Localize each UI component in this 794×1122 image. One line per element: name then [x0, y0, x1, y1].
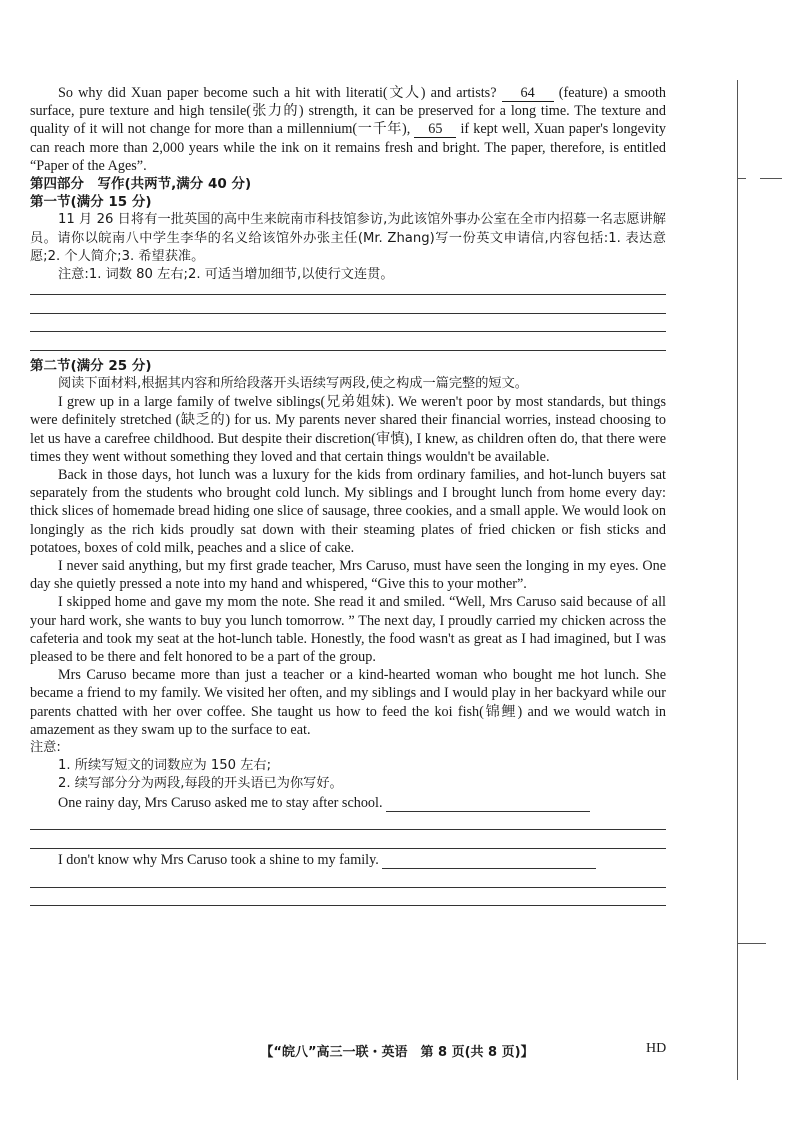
answer-line[interactable]: [382, 854, 596, 869]
answer-line[interactable]: [30, 888, 666, 907]
section1-answer-lines[interactable]: [30, 284, 666, 351]
answer-line[interactable]: [386, 797, 590, 812]
footer-code: HD: [646, 1041, 667, 1056]
continuation-starter-1: [30, 794, 666, 812]
answer-line[interactable]: [30, 869, 666, 888]
answer-line[interactable]: [30, 332, 666, 351]
story-paragraph: I skipped home and gave my mom the note. She read it and smiled. “Well, Mrs Caruso said because of all your hard work, she wants to buy you lunch tomorrow. ” The next day, I proudly carried my chicken across the cafeteria and took my seat at the hot-lunch table. Honestly, the food wasn't as great as I had imagined, but I was pleased to be there and felt honored to be a part of the group.: [30, 594, 666, 665]
margin-tick: [760, 178, 782, 179]
page-footer: [0, 1041, 794, 1061]
margin-tick: [738, 943, 766, 944]
section1-prompt: 11 月 26 日将有一批英国的高中生来皖南市科技馆参访,为此该馆外事办公室在全市内招募一名志愿讲解员。请你以皖南八中学生李华的名义给该馆外办张主任(Mr. Zhang)写一份英文申请信,内容包括:1. 表达意愿;2. 个人简介;3. 希望获准。: [30, 212, 666, 264]
story-paragraph: Back in those days, hot lunch was a luxury for the kids from ordinary families, and hot-lunch buyers sat separately from the students who brought cold lunch. My siblings and I brought lunch from home every day: thick slices of homemade bread hiding one slice of sausage, three cookies, and a small apple. We would look on longingly as the rich kids proudly sat down with their steaming plates of fried chicken or fish sticks and potatoes, boxes of cold milk, peaches and a slice of cake.: [30, 466, 666, 556]
answer-line[interactable]: [30, 284, 666, 295]
answer-line[interactable]: [30, 295, 666, 314]
section1-heading: 第一节(满分 15 分): [30, 194, 152, 211]
story-paragraph: Mrs Caruso became more than just a teacher or a kind-hearted woman who bought me hot lunch. She became a friend to my family. We visited her often, and my siblings and I would play in her backyard while our parents chatted with her over coffee. She taught us how to feed the koi fish(锦鲤) and we would watch in amazement as they swam up to the surface to eat.: [30, 667, 666, 738]
answer-line[interactable]: [30, 314, 666, 333]
story-paragraph: I grew up in a large family of twelve siblings(兄弟姐妹). We weren't poor by most standards, but things were definitely stretched (缺乏的) for us. My parents never shared their financial worries, instead choosing to let us have a carefree childhood. But despite their discretion(审慎), I knew, as children often do, that there were times they went without something they loved and that certain things wouldn't be available.: [30, 394, 666, 465]
section1-note: 注意:1. 词数 80 左右;2. 可适当增加细节,以使行文连贯。: [58, 267, 394, 283]
page-content: [30, 84, 666, 906]
blank-65: 65: [414, 122, 456, 138]
answer-line[interactable]: [30, 812, 666, 831]
passage-text-b: (feature) a smooth surface, pure texture and high tensile(张力的) strength, it can be preserved for a long time. The texture and quality of it will not change for more than a millennium(一千年),: [30, 85, 666, 138]
footer-title: 【“皖八”高三一联・英语 第 8 页(共 8 页)】: [260, 1045, 534, 1060]
passage-text-c: if kept well, Xuan paper's longevity can reach more than 2,000 years while the ink on it remains fresh and bright. The paper, therefore, is entitled “Paper of the Ages”.: [30, 121, 666, 174]
notes-heading: 注意:: [30, 740, 61, 755]
starter-2-text: I don't know why Mrs Caruso took a shine to my family.: [58, 851, 379, 868]
answer-line[interactable]: [30, 830, 666, 849]
starter-1-text: One rainy day, Mrs Caruso asked me to stay after school.: [58, 794, 383, 811]
story-paragraph: I never said anything, but my first grade teacher, Mrs Caruso, must have seen the longing in my eyes. One day she quietly pressed a note into my hand and whispered, “Give this to your mother”.: [30, 557, 666, 593]
section2-prompt: 阅读下面材料,根据其内容和所给段落开头语续写两段,使之构成一篇完整的短文。: [58, 375, 528, 391]
blank-64: 64: [502, 86, 554, 102]
binding-margin-line: [737, 80, 738, 1080]
passage-text-a: So why did Xuan paper become such a hit with literati(文人) and artists?: [58, 85, 502, 101]
continuation-starter-2: [30, 851, 666, 869]
note-2: 2. 续写部分分为两段,每段的开头语已为你写好。: [58, 776, 343, 792]
part4-heading: 第四部分 写作(共两节,满分 40 分): [30, 176, 252, 193]
section2-heading: 第二节(满分 25 分): [30, 357, 152, 374]
margin-tick: [738, 178, 746, 179]
passage-final-paragraph: [30, 84, 666, 175]
note-1: 1. 所续写短文的词数应为 150 左右;: [58, 758, 272, 774]
